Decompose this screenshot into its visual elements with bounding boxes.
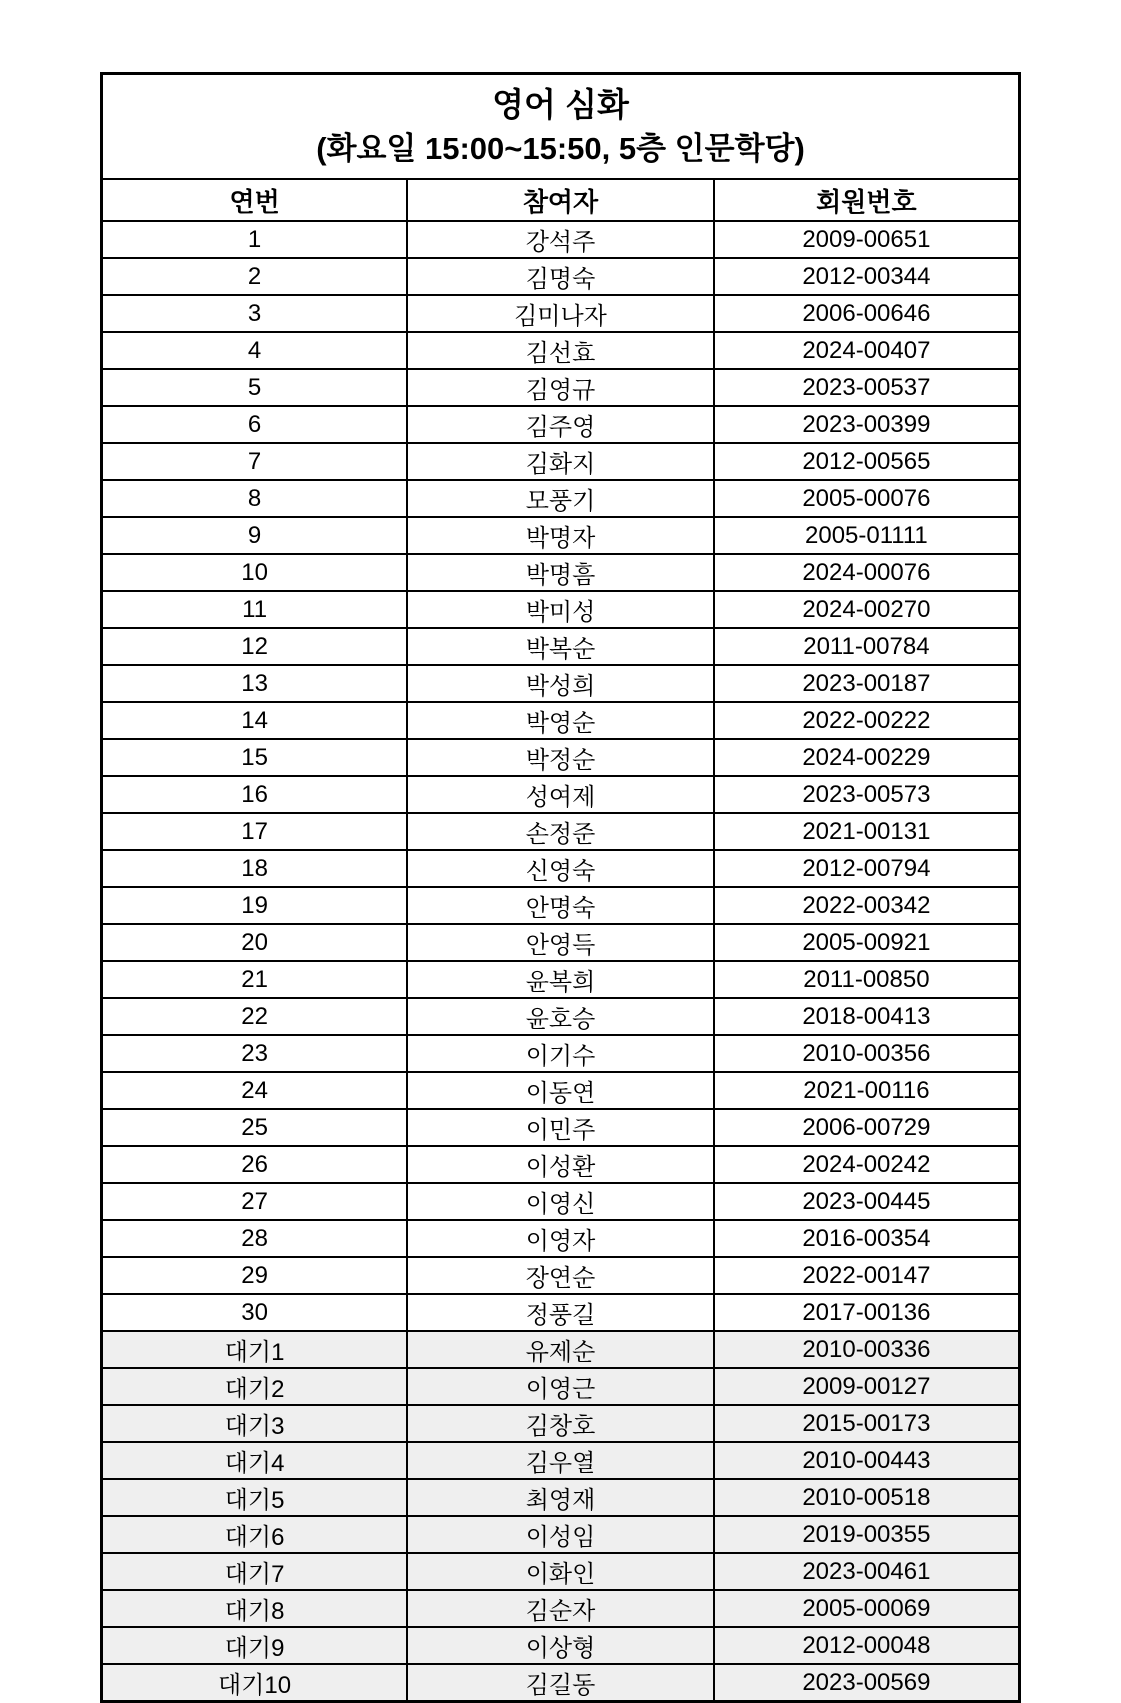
member-id-cell: 2023-00573 <box>714 776 1020 813</box>
table-row <box>102 295 1020 332</box>
participant-name-cell: 정풍길 <box>407 1294 714 1331</box>
member-id-cell: 2021-00116 <box>714 1072 1020 1109</box>
row-no-cell: 11 <box>102 591 408 628</box>
table-row <box>102 1035 1020 1072</box>
participant-name-cell: 김화지 <box>407 443 714 480</box>
table-row <box>102 850 1020 887</box>
member-id-cell: 2012-00344 <box>714 258 1020 295</box>
member-id-cell: 2015-00173 <box>714 1405 1020 1442</box>
member-id-cell: 2005-00069 <box>714 1590 1020 1627</box>
waiting-row <box>102 1442 1020 1479</box>
member-id-cell: 2023-00187 <box>714 665 1020 702</box>
row-no-cell: 27 <box>102 1183 408 1220</box>
table-row <box>102 406 1020 443</box>
table-body <box>102 221 1020 1702</box>
table-row <box>102 665 1020 702</box>
member-id-cell: 2017-00136 <box>714 1294 1020 1331</box>
member-id-cell: 2011-00784 <box>714 628 1020 665</box>
member-id-cell: 2006-00646 <box>714 295 1020 332</box>
row-no-cell: 20 <box>102 924 408 961</box>
row-no-cell: 29 <box>102 1257 408 1294</box>
table-row <box>102 591 1020 628</box>
participant-name-cell: 박복순 <box>407 628 714 665</box>
table-row <box>102 1183 1020 1220</box>
row-no-cell: 대기9 <box>102 1627 408 1664</box>
table-row <box>102 258 1020 295</box>
row-no-cell: 대기2 <box>102 1368 408 1405</box>
participant-name-cell: 박성희 <box>407 665 714 702</box>
row-no-cell: 4 <box>102 332 408 369</box>
member-id-cell: 2010-00443 <box>714 1442 1020 1479</box>
participant-name-cell: 이성임 <box>407 1516 714 1553</box>
row-no-cell: 대기8 <box>102 1590 408 1627</box>
row-no-cell: 17 <box>102 813 408 850</box>
roster-table <box>100 72 1021 1703</box>
table-row <box>102 443 1020 480</box>
row-no-cell: 28 <box>102 1220 408 1257</box>
table-row <box>102 887 1020 924</box>
table-row <box>102 1072 1020 1109</box>
row-no-cell: 2 <box>102 258 408 295</box>
member-id-cell: 2023-00461 <box>714 1553 1020 1590</box>
table-row <box>102 554 1020 591</box>
member-id-cell: 2023-00569 <box>714 1664 1020 1702</box>
row-no-cell: 대기6 <box>102 1516 408 1553</box>
participant-name-cell: 이민주 <box>407 1109 714 1146</box>
participant-name-cell: 박명자 <box>407 517 714 554</box>
table-row <box>102 1220 1020 1257</box>
table-title-block <box>102 74 1020 180</box>
participant-name-cell: 이화인 <box>407 1553 714 1590</box>
waiting-row <box>102 1331 1020 1368</box>
table-row <box>102 813 1020 850</box>
participant-name-cell: 이상형 <box>407 1627 714 1664</box>
row-no-cell: 12 <box>102 628 408 665</box>
page-subtitle: (화요일 15:00~15:50, 5층 인문학당) <box>316 130 805 166</box>
participant-name-cell: 박명흠 <box>407 554 714 591</box>
member-id-cell: 2018-00413 <box>714 998 1020 1035</box>
participant-name-cell: 유제순 <box>407 1331 714 1368</box>
member-id-cell: 2024-00407 <box>714 332 1020 369</box>
table-row <box>102 1257 1020 1294</box>
member-id-cell: 2010-00356 <box>714 1035 1020 1072</box>
row-no-cell: 7 <box>102 443 408 480</box>
participant-name-cell: 모풍기 <box>407 480 714 517</box>
member-id-cell: 2023-00399 <box>714 406 1020 443</box>
participant-name-cell: 윤복희 <box>407 961 714 998</box>
page-title: 영어 심화 <box>492 86 629 124</box>
member-id-cell: 2023-00445 <box>714 1183 1020 1220</box>
row-no-cell: 10 <box>102 554 408 591</box>
member-id-cell: 2024-00229 <box>714 739 1020 776</box>
row-no-cell: 22 <box>102 998 408 1035</box>
participant-name-cell: 김명숙 <box>407 258 714 295</box>
waiting-row <box>102 1405 1020 1442</box>
participant-name-cell: 최영재 <box>407 1479 714 1516</box>
member-id-cell: 2019-00355 <box>714 1516 1020 1553</box>
member-id-cell: 2023-00537 <box>714 369 1020 406</box>
participant-name-cell: 박영순 <box>407 702 714 739</box>
participant-name-cell: 이성환 <box>407 1146 714 1183</box>
table-row <box>102 1109 1020 1146</box>
participant-name-cell: 김미나자 <box>407 295 714 332</box>
waiting-row <box>102 1590 1020 1627</box>
member-id-cell: 2005-01111 <box>714 517 1020 554</box>
participant-name-cell: 이동연 <box>407 1072 714 1109</box>
table-row <box>102 332 1020 369</box>
table-row <box>102 517 1020 554</box>
participant-name-cell: 장연순 <box>407 1257 714 1294</box>
participant-name-cell: 이영신 <box>407 1183 714 1220</box>
table-row <box>102 961 1020 998</box>
row-no-cell: 16 <box>102 776 408 813</box>
table-row <box>102 924 1020 961</box>
member-id-cell: 2022-00147 <box>714 1257 1020 1294</box>
participant-name-cell: 강석주 <box>407 221 714 258</box>
row-no-cell: 대기5 <box>102 1479 408 1516</box>
member-id-cell: 2009-00651 <box>714 221 1020 258</box>
member-id-cell: 2006-00729 <box>714 1109 1020 1146</box>
row-no-cell: 대기1 <box>102 1331 408 1368</box>
member-id-cell: 2022-00222 <box>714 702 1020 739</box>
participant-name-cell: 윤호승 <box>407 998 714 1035</box>
table-row <box>102 369 1020 406</box>
table-row <box>102 1294 1020 1331</box>
member-id-cell: 2016-00354 <box>714 1220 1020 1257</box>
row-no-cell: 23 <box>102 1035 408 1072</box>
row-no-cell: 30 <box>102 1294 408 1331</box>
row-no-cell: 24 <box>102 1072 408 1109</box>
participant-name-cell: 안명숙 <box>407 887 714 924</box>
table-row <box>102 480 1020 517</box>
participant-name-cell: 김창호 <box>407 1405 714 1442</box>
row-no-cell: 14 <box>102 702 408 739</box>
row-no-cell: 21 <box>102 961 408 998</box>
row-no-cell: 5 <box>102 369 408 406</box>
participant-name-cell: 김길동 <box>407 1664 714 1702</box>
table-row <box>102 998 1020 1035</box>
member-id-cell: 2005-00921 <box>714 924 1020 961</box>
member-id-cell: 2010-00518 <box>714 1479 1020 1516</box>
row-no-cell: 9 <box>102 517 408 554</box>
member-id-cell: 2024-00076 <box>714 554 1020 591</box>
table-row <box>102 628 1020 665</box>
row-no-cell: 8 <box>102 480 408 517</box>
member-id-cell: 2012-00048 <box>714 1627 1020 1664</box>
row-no-cell: 19 <box>102 887 408 924</box>
title-row <box>102 74 1020 180</box>
participant-name-cell: 박정순 <box>407 739 714 776</box>
row-no-cell: 대기7 <box>102 1553 408 1590</box>
row-no-cell: 15 <box>102 739 408 776</box>
waiting-row <box>102 1627 1020 1664</box>
participant-name-cell: 김영규 <box>407 369 714 406</box>
member-id-cell: 2005-00076 <box>714 480 1020 517</box>
participant-name-cell: 김주영 <box>407 406 714 443</box>
row-no-cell: 대기4 <box>102 1442 408 1479</box>
table-row <box>102 1146 1020 1183</box>
waiting-row <box>102 1368 1020 1405</box>
member-id-cell: 2012-00565 <box>714 443 1020 480</box>
column-header-no: 연번 <box>102 179 408 221</box>
row-no-cell: 1 <box>102 221 408 258</box>
row-no-cell: 3 <box>102 295 408 332</box>
table-row <box>102 776 1020 813</box>
row-no-cell: 25 <box>102 1109 408 1146</box>
participant-name-cell: 이영자 <box>407 1220 714 1257</box>
table-row <box>102 221 1020 258</box>
member-id-cell: 2021-00131 <box>714 813 1020 850</box>
table-row <box>102 739 1020 776</box>
participant-name-cell: 김선효 <box>407 332 714 369</box>
participant-name-cell: 손정준 <box>407 813 714 850</box>
participant-name-cell: 성여제 <box>407 776 714 813</box>
waiting-row <box>102 1664 1020 1702</box>
table-row <box>102 702 1020 739</box>
member-id-cell: 2024-00270 <box>714 591 1020 628</box>
participant-name-cell: 박미성 <box>407 591 714 628</box>
participant-name-cell: 김우열 <box>407 1442 714 1479</box>
row-no-cell: 26 <box>102 1146 408 1183</box>
member-id-cell: 2011-00850 <box>714 961 1020 998</box>
row-no-cell: 6 <box>102 406 408 443</box>
participant-name-cell: 김순자 <box>407 1590 714 1627</box>
row-no-cell: 18 <box>102 850 408 887</box>
participant-name-cell: 신영숙 <box>407 850 714 887</box>
waiting-row <box>102 1553 1020 1590</box>
member-id-cell: 2012-00794 <box>714 850 1020 887</box>
column-header-member-id: 회원번호 <box>714 179 1020 221</box>
participant-name-cell: 안영득 <box>407 924 714 961</box>
member-id-cell: 2024-00242 <box>714 1146 1020 1183</box>
column-header-row <box>102 179 1020 221</box>
waiting-row <box>102 1479 1020 1516</box>
member-id-cell: 2009-00127 <box>714 1368 1020 1405</box>
row-no-cell: 대기10 <box>102 1664 408 1702</box>
member-id-cell: 2022-00342 <box>714 887 1020 924</box>
waiting-row <box>102 1516 1020 1553</box>
participant-name-cell: 이기수 <box>407 1035 714 1072</box>
column-header-participant: 참여자 <box>407 179 714 221</box>
participant-name-cell: 이영근 <box>407 1368 714 1405</box>
member-id-cell: 2010-00336 <box>714 1331 1020 1368</box>
row-no-cell: 13 <box>102 665 408 702</box>
row-no-cell: 대기3 <box>102 1405 408 1442</box>
